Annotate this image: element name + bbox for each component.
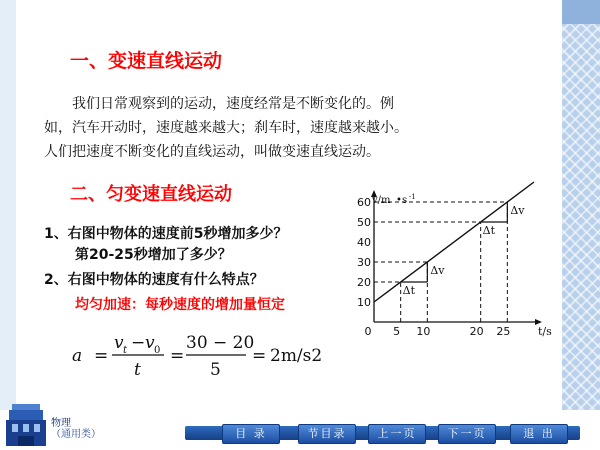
paragraph-line-1: 我们日常观察到的运动，速度经常是不断变化的。例 — [72, 96, 394, 112]
nav-button-next-page[interactable]: 下一页 — [438, 424, 496, 444]
logo-title: 物理 — [51, 418, 71, 429]
y-axis-unit-exp: -1 — [409, 193, 416, 201]
svg-text:=: = — [252, 346, 267, 366]
nav-button-exit[interactable]: 退 出 — [510, 424, 568, 444]
velocity-time-chart — [350, 193, 552, 338]
y-axis-unit-dot: • — [396, 195, 402, 206]
logo-caption — [51, 418, 101, 440]
y-axis-label: v/m — [372, 195, 391, 206]
x-tick-label-10: 10 — [416, 325, 431, 338]
y-axis-unit: s — [402, 195, 408, 206]
right-frame-corner — [562, 0, 600, 24]
svg-text:=: = — [170, 346, 185, 366]
x-tick-label-5: 5 — [393, 325, 401, 338]
paragraph-line-2: 如，汽车开动时，速度越来越大；刹车时，速度越来越小。 — [44, 120, 408, 136]
y-tick-label-40: 40 — [357, 236, 371, 249]
formula-5: 5 — [210, 360, 221, 380]
formula-minus: − — [131, 333, 146, 353]
logo-subtitle: （通用类） — [51, 429, 101, 440]
formula-values: 30 − 20 — [186, 333, 255, 353]
publisher-logo-icon — [2, 402, 50, 448]
delta-t-label-1: Δt — [402, 284, 416, 297]
paragraph-line-3: 人们把速度不断变化的直线运动，叫做变速直线运动。 — [44, 144, 380, 160]
section2-title: 二、匀变速直线运动 — [70, 184, 232, 205]
x-axis-label: t/s — [538, 325, 552, 338]
svg-text:=: = — [94, 346, 109, 366]
y-tick-label-50: 50 — [357, 216, 371, 229]
question-1: 1、右图中物体的速度前5秒增加多少？ — [44, 226, 288, 242]
formula-lhs: a — [72, 346, 83, 366]
answer-text: 均匀加速：每秒速度的增加量恒定 — [75, 297, 285, 313]
y-tick-label-20: 20 — [357, 276, 371, 289]
delta-v-label-1: Δv — [430, 264, 445, 277]
y-tick-label-10: 10 — [357, 296, 371, 309]
formula-v-sub: t — [123, 345, 128, 356]
formula-v0: v — [145, 333, 155, 353]
section1-paragraph — [44, 92, 479, 164]
acceleration-formula — [66, 328, 326, 384]
y-tick-label-60: 60 — [357, 196, 371, 209]
x-tick-label-0: 0 — [364, 325, 372, 338]
nav-button-section-contents[interactable]: 节目录 — [298, 424, 356, 444]
delta-t-label-2: Δt — [482, 224, 496, 237]
left-frame — [0, 0, 16, 410]
formula-v0-sub: 0 — [154, 345, 161, 356]
nav-button-prev-page[interactable]: 上一页 — [368, 424, 426, 444]
formula-result: 2m/s2 — [270, 346, 323, 366]
formula-t: t — [134, 360, 141, 380]
x-tick-label-25: 25 — [496, 325, 511, 338]
delta-v-label-2: Δv — [510, 204, 525, 217]
question-1-line-2: 第20-25秒增加了多少？ — [75, 247, 232, 263]
nav-button-contents[interactable]: 目 录 — [222, 424, 280, 444]
x-tick-label-20: 20 — [469, 325, 484, 338]
question-2: 2、右图中物体的速度有什么特点？ — [44, 272, 264, 288]
right-frame-pattern — [562, 0, 600, 410]
formula-v: v — [114, 333, 124, 353]
y-tick-label-30: 30 — [357, 256, 371, 269]
section1-title: 一、变速直线运动 — [70, 50, 223, 72]
